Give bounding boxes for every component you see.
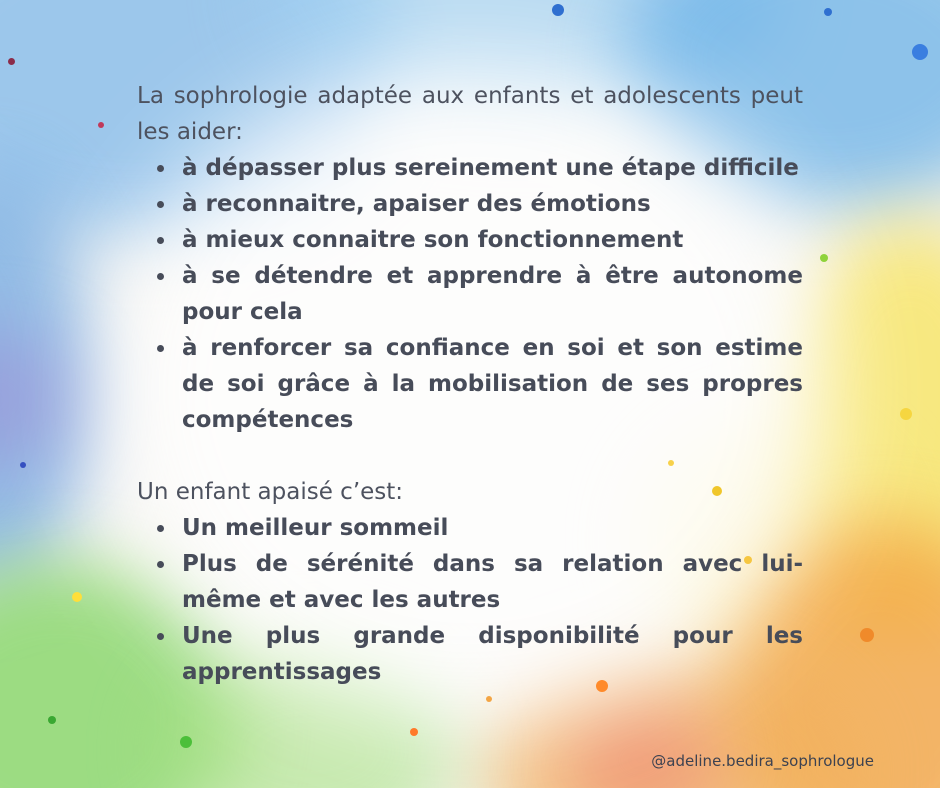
list-item: Un meilleur sommeil [182, 510, 803, 546]
bullet-icon [157, 273, 164, 280]
section2-intro: Un enfant apaisé c’est: [137, 479, 404, 505]
bullet-icon [157, 165, 164, 172]
list-item: à reconnaitre, apaiser des émotions [182, 186, 803, 222]
list-item: à se détendre et apprendre à être autonome pour cela [182, 258, 803, 330]
bullet-icon [157, 561, 164, 568]
bullet-icon [157, 525, 164, 532]
list-item: à mieux connaitre son fonctionnement [182, 222, 803, 258]
bullet-icon [157, 237, 164, 244]
list-item: Une plus grande disponibilité pour les apprentissages [182, 618, 803, 690]
bullet-icon [157, 345, 164, 352]
bullet-icon [157, 201, 164, 208]
instagram-handle: @adeline.bedira_sophrologue [651, 752, 874, 770]
list-item: à renforcer sa confiance en soi et son estime de soi grâce à la mobilisation de ses propres compétences [182, 330, 803, 438]
section2-list [137, 510, 803, 690]
section1-intro: La sophrologie adaptée aux enfants et adolescents peut les aider: [137, 83, 803, 145]
main-text-block [137, 78, 803, 690]
list-item: Plus de sérénité dans sa relation avec lui-même et avec les autres [182, 546, 803, 618]
list-item: à dépasser plus sereinement une étape difficile [182, 150, 803, 186]
section1-list [137, 150, 803, 438]
bullet-icon [157, 633, 164, 640]
